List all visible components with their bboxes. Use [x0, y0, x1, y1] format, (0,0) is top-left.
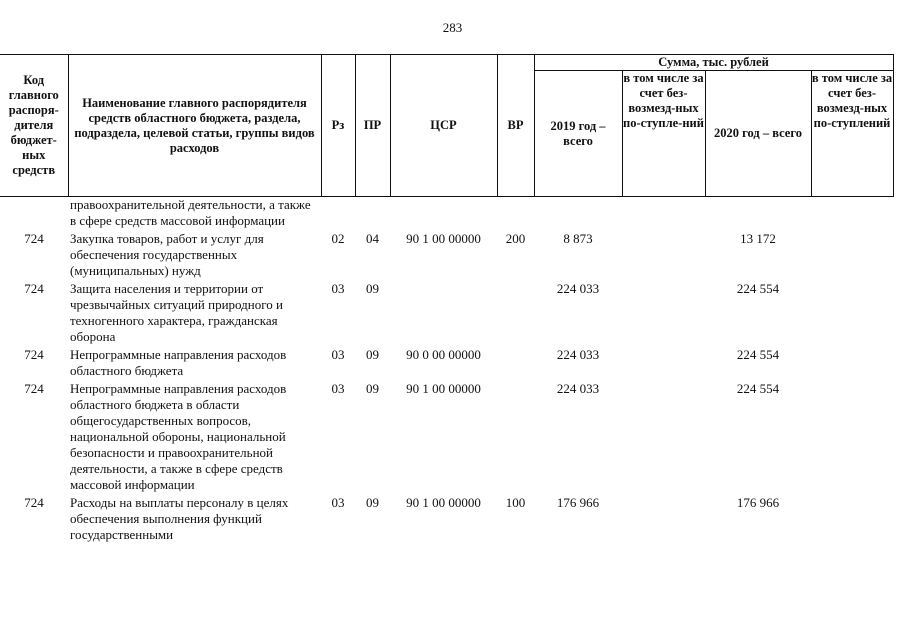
row-sum-2020: 224 554 [736, 281, 780, 296]
row-sum-2020 [705, 197, 811, 229]
row-code: 724 [24, 347, 44, 362]
row-code: 724 [24, 231, 44, 246]
row-csr: 90 1 00 00000 [406, 231, 481, 246]
table-row [0, 493, 893, 543]
header-code: Код главного распоря-дителя бюджет-ных средств [0, 55, 68, 197]
row-csr [390, 279, 497, 345]
row-sum-2020: 13 172 [740, 231, 776, 246]
table-header [0, 54, 894, 197]
row-csr [390, 197, 497, 229]
row-csr: 90 0 00 00000 [406, 347, 481, 362]
row-name: Расходы на выплаты персоналу в целях обеспечения выполнения функций государственными [70, 495, 289, 542]
row-free-2019 [622, 279, 705, 345]
row-pr: 09 [366, 281, 379, 296]
row-pr: 09 [366, 495, 379, 510]
row-rz [321, 197, 355, 229]
row-sum-2020: 224 554 [736, 381, 780, 396]
row-vr: 200 [505, 231, 526, 246]
row-sum-2020: 224 554 [736, 347, 780, 362]
row-name: Закупка товаров, работ и услуг для обеспечения государственных (муниципальных) нужд [70, 231, 264, 278]
row-sum-2019: 224 033 [556, 281, 600, 296]
table-body [0, 197, 893, 543]
row-free-2019 [622, 345, 705, 379]
table-row [0, 197, 893, 229]
header-2020-total: 2020 год – всего [705, 71, 811, 197]
row-vr [497, 379, 534, 493]
row-free-2019 [622, 229, 705, 279]
row-name: Непрограммные направления расходов областного бюджета [70, 347, 287, 378]
row-pr: 09 [366, 347, 379, 362]
table-row [0, 229, 893, 279]
header-rz: Рз [321, 55, 355, 197]
header-2019-free: в том числе за счет без-возмезд-ных по-ступле-ний [622, 71, 705, 197]
row-sum-2019: 8 873 [563, 231, 593, 246]
row-pr: 09 [366, 381, 379, 396]
row-vr [497, 279, 534, 345]
row-rz: 03 [331, 281, 345, 296]
row-sum-2019: 224 033 [556, 347, 600, 362]
table-row [0, 345, 893, 379]
row-code [0, 197, 68, 229]
row-free-2020 [811, 379, 893, 493]
row-free-2019 [622, 379, 705, 493]
row-vr [497, 345, 534, 379]
row-code: 724 [24, 495, 44, 510]
row-vr: 100 [505, 495, 526, 510]
row-pr [355, 197, 390, 229]
row-rz: 03 [331, 347, 345, 362]
row-sum-2019: 224 033 [556, 381, 600, 396]
row-rz: 03 [331, 495, 345, 510]
row-free-2020 [811, 229, 893, 279]
row-free-2020 [811, 197, 893, 229]
row-free-2020 [811, 493, 893, 543]
row-pr: 04 [366, 231, 379, 246]
header-2019-total: 2019 год – всего [534, 71, 622, 197]
header-name: Наименование главного распорядителя средств областного бюджета, раздела, подраздела, целевой статьи, группы видов расходов [68, 55, 321, 197]
row-sum-2019 [534, 197, 622, 229]
row-name: Непрограммные направления расходов областного бюджета в области общегосударственных вопросов, национальной обороны, национальной безопасности и правоохранительной деятельности, а также в сфере средств массовой информации [70, 381, 287, 492]
row-sum-2020: 176 966 [736, 495, 780, 510]
header-csr: ЦСР [390, 55, 497, 197]
header-pr: ПР [355, 55, 390, 197]
row-name: Защита населения и территории от чрезвычайных ситуаций природного и техногенного характера, гражданская оборона [70, 281, 283, 344]
row-vr [497, 197, 534, 229]
table-row [0, 279, 893, 345]
row-sum-2019: 176 966 [556, 495, 600, 510]
row-free-2019 [622, 197, 705, 229]
row-rz: 02 [331, 231, 345, 246]
header-vr: ВР [497, 55, 534, 197]
row-free-2020 [811, 345, 893, 379]
row-name: правоохранительной деятельности, а также в сфере средств массовой информации [70, 197, 311, 228]
row-free-2020 [811, 279, 893, 345]
row-csr: 90 1 00 00000 [406, 381, 481, 396]
row-code: 724 [24, 281, 44, 296]
row-free-2019 [622, 493, 705, 543]
header-sum: Сумма, тыс. рублей [534, 55, 893, 71]
row-code: 724 [24, 381, 44, 396]
table-row [0, 379, 893, 493]
header-2020-free: в том числе за счет без-возмезд-ных по-ступлений [811, 71, 893, 197]
row-csr: 90 1 00 00000 [406, 495, 481, 510]
row-rz: 03 [331, 381, 345, 396]
page-number: 283 [442, 20, 463, 35]
